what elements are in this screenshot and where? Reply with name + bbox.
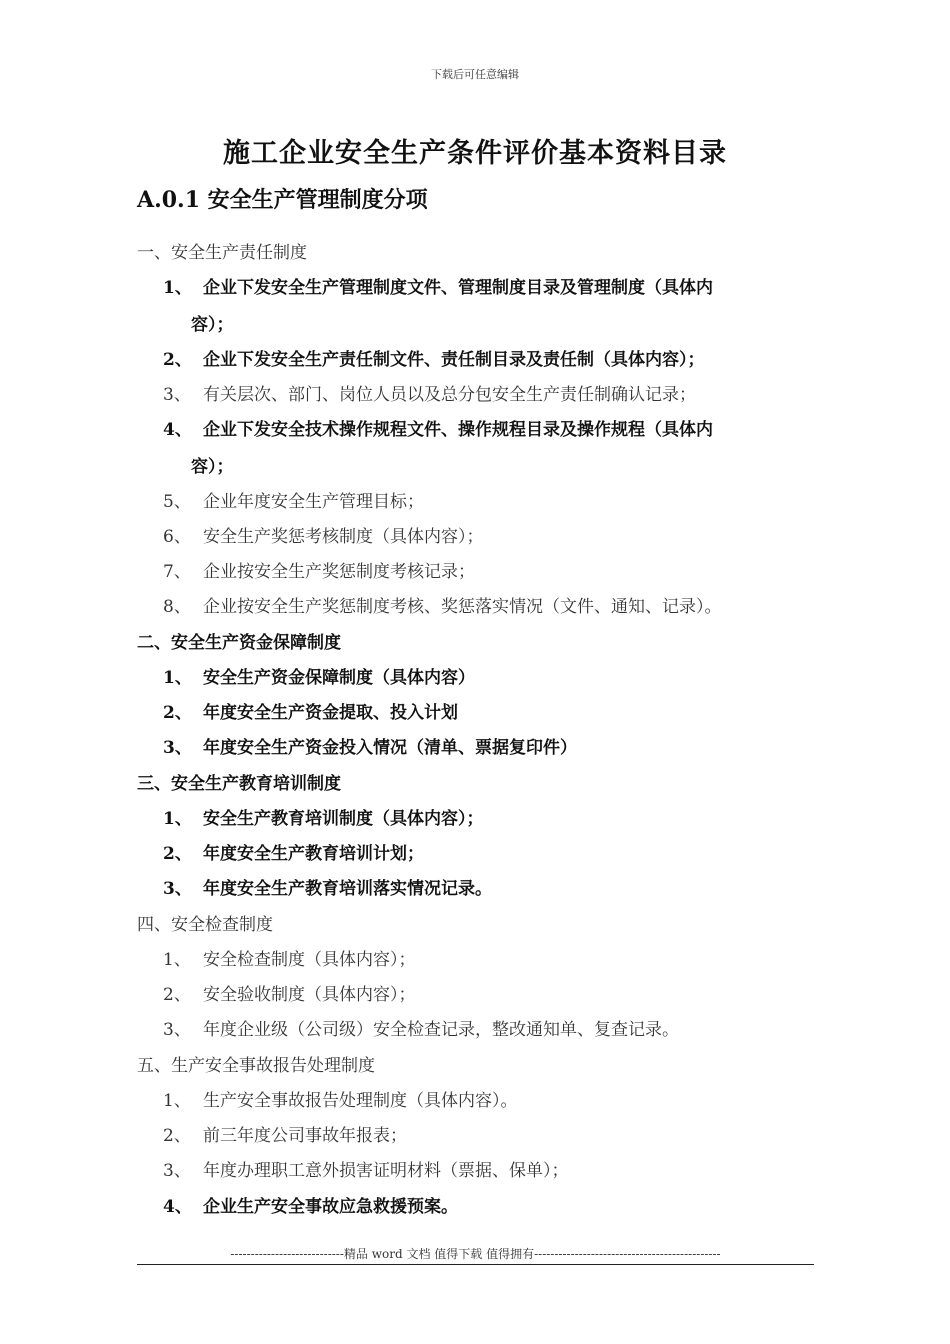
- list-item: 2、 安全验收制度（具体内容）；: [163, 985, 416, 1005]
- list-item: 3、 年度企业级（公司级）安全检查记录，整改通知单、复查记录。: [163, 1020, 679, 1040]
- list-item: 2、 年度安全生产资金提取、投入计划: [163, 703, 458, 723]
- list-item: 3、 年度安全生产资金投入情况（清单、票据复印件）: [163, 738, 577, 758]
- list-item: 4、 企业下发安全技术操作规程文件、操作规程目录及操作规程（具体内: [163, 420, 713, 440]
- section-heading: 五、生产安全事故报告处理制度: [137, 1056, 375, 1076]
- list-item: 1、 企业下发安全生产管理制度文件、管理制度目录及管理制度（具体内: [163, 278, 713, 298]
- list-item: 3、 有关层次、部门、岗位人员以及总分包安全生产责任制确认记录；: [163, 385, 696, 405]
- list-item: 5、 企业年度安全生产管理目标；: [163, 492, 424, 512]
- section-heading: 三、安全生产教育培训制度: [137, 774, 341, 794]
- list-item: 1、 安全生产资金保障制度（具体内容）: [163, 668, 475, 688]
- footer-rule: [137, 1264, 814, 1265]
- list-item: 1、 安全检查制度（具体内容）；: [163, 950, 416, 970]
- section-heading: 四、安全检查制度: [137, 915, 273, 935]
- list-item: 2、 年度安全生产教育培训计划；: [163, 844, 424, 864]
- section-heading: 一、安全生产责任制度: [137, 243, 307, 263]
- list-item: 3、 年度办理职工意外损害证明材料（票据、保单）；: [163, 1161, 569, 1181]
- list-item-continuation: 容）；: [191, 457, 234, 477]
- section-heading: 二、安全生产资金保障制度: [137, 633, 341, 653]
- list-item: 2、 前三年度公司事故年报表；: [163, 1126, 407, 1146]
- list-item: 4、 企业生产安全事故应急救援预案。: [163, 1197, 458, 1217]
- list-item: 8、 企业按安全生产奖惩制度考核、奖惩落实情况（文件、通知、记录）。: [163, 597, 722, 617]
- document-title: 施工企业安全生产条件评价基本资料目录: [223, 138, 727, 169]
- list-item: 1、 安全生产教育培训制度（具体内容）；: [163, 809, 484, 829]
- list-item: 3、 年度安全生产教育培训落实情况记录。: [163, 879, 492, 899]
- page-header: 下载后可任意编辑: [431, 68, 519, 81]
- section-subtitle: A.0.1 安全生产管理制度分项: [137, 187, 428, 213]
- list-item: 2、 企业下发安全生产责任制文件、责任制目录及责任制（具体内容）；: [163, 350, 705, 370]
- list-item: 6、 安全生产奖惩考核制度（具体内容）；: [163, 527, 484, 547]
- list-item-continuation: 容）；: [191, 315, 234, 335]
- page-footer: ----------------------------精品 word 文档 值得下载 值得拥有----------------------------------------------: [230, 1247, 721, 1261]
- list-item: 1、 生产安全事故报告处理制度（具体内容）。: [163, 1091, 518, 1111]
- list-item: 7、 企业按安全生产奖惩制度考核记录；: [163, 562, 475, 582]
